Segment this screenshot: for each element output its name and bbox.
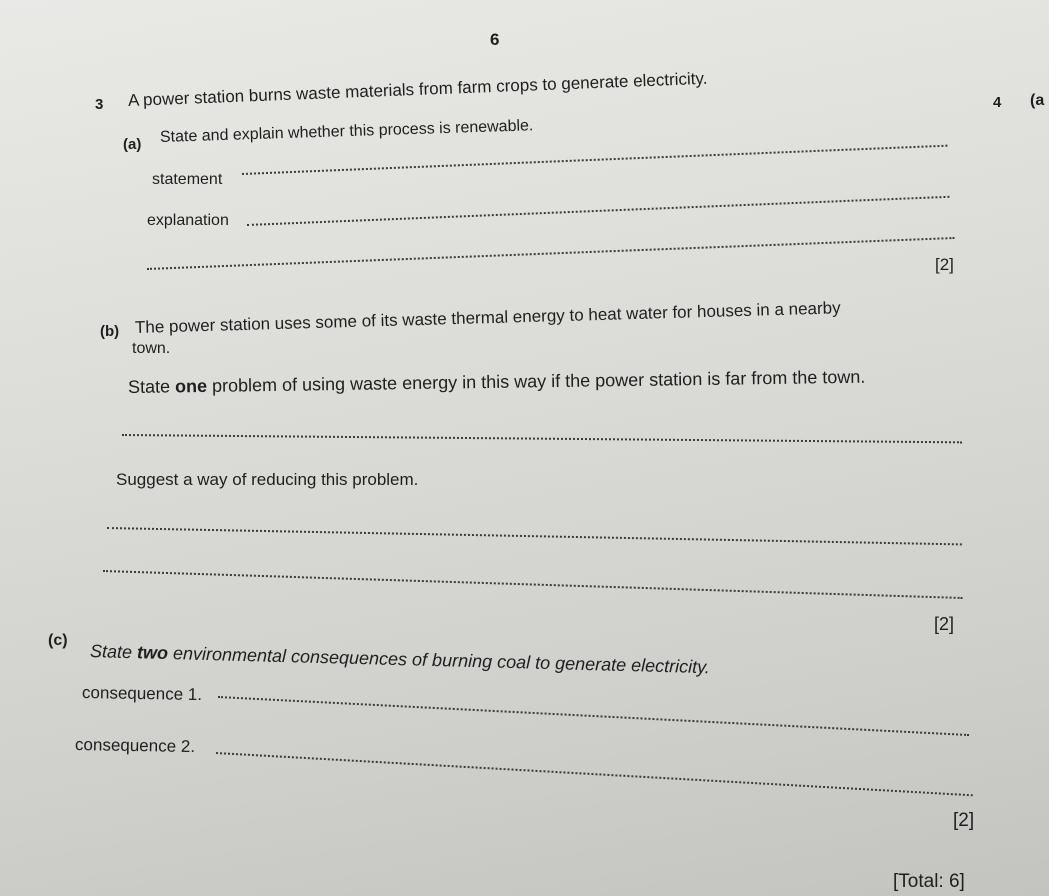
consequence-2-answer-line[interactable] bbox=[216, 752, 973, 796]
part-c-prompt bbox=[90, 641, 710, 678]
part-b-instruction bbox=[128, 367, 866, 398]
part-c-prompt-end: environmental consequences of burning coal to generate electricity. bbox=[167, 643, 711, 678]
part-c-emphasis-two: two bbox=[136, 642, 169, 664]
part-b-label: (b) bbox=[100, 323, 120, 340]
suggestion-answer-line[interactable] bbox=[107, 527, 962, 545]
explanation-label: explanation bbox=[147, 212, 229, 229]
part-b-instruction-end: problem of using waste energy in this way if the power station is far from the town. bbox=[206, 366, 866, 396]
part-c-marks: [2] bbox=[953, 810, 975, 831]
question-stem: A power station burns waste materials from farm crops to generate electricity. bbox=[127, 68, 708, 110]
part-b-emphasis-one: one bbox=[174, 375, 208, 397]
part-b-prompt-line1: The power station uses some of its waste thermal energy to heat water for houses in a nearby bbox=[134, 298, 841, 337]
next-question-number: 4 bbox=[993, 94, 1002, 111]
part-b-suggest: Suggest a way of reducing this problem. bbox=[116, 470, 419, 489]
consequence-1-label: consequence 1. bbox=[81, 683, 203, 705]
total-marks: [Total: 6] bbox=[893, 871, 965, 892]
part-b-instruction-start: State bbox=[127, 376, 176, 397]
part-c-prompt-start: State bbox=[89, 641, 138, 663]
suggestion-answer-line-2[interactable] bbox=[103, 570, 963, 599]
statement-label: statement bbox=[152, 171, 223, 188]
part-b-marks: [2] bbox=[934, 614, 955, 634]
next-question-fragment: (a bbox=[1030, 92, 1045, 109]
explanation-answer-line[interactable] bbox=[247, 196, 950, 226]
explanation-answer-line-2[interactable] bbox=[147, 237, 954, 270]
part-c-label: (c) bbox=[48, 632, 68, 649]
part-b-prompt-line2: town. bbox=[132, 340, 171, 357]
consequence-2-label: consequence 2. bbox=[74, 735, 196, 757]
page-number: 6 bbox=[490, 30, 500, 49]
consequence-1-answer-line[interactable] bbox=[218, 696, 969, 736]
question-number: 3 bbox=[95, 96, 104, 113]
statement-answer-line[interactable] bbox=[242, 145, 948, 175]
problem-answer-line[interactable] bbox=[122, 434, 962, 443]
part-a-marks: [2] bbox=[935, 255, 954, 274]
part-a-label: (a) bbox=[123, 136, 142, 153]
part-a-prompt: State and explain whether this process is renewable. bbox=[159, 117, 534, 146]
